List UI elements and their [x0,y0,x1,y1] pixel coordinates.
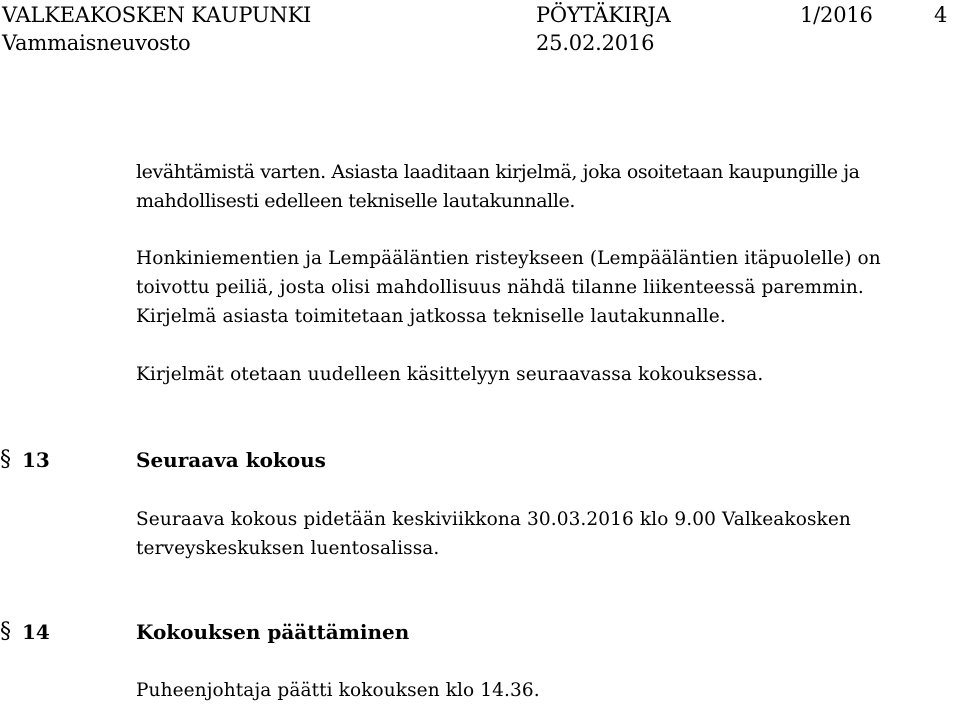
paragraph-line: Puheenjohtaja päätti kokouksen klo 14.36. [136,680,540,701]
paragraph-line: terveyskeskuksen luentosalissa. [136,538,440,559]
section-13-text [136,505,956,563]
paragraph-1 [136,158,956,216]
paragraph-2 [136,244,956,331]
section-number: 14 [22,620,50,644]
paragraph-line: mahdollisesti edelleen tekniselle lautakunnalle. [136,190,576,212]
header-date: 25.02.2016 [536,31,655,55]
section-13-heading [0,445,960,475]
paragraph-3 [136,360,956,389]
paragraph-line: Kirjelmät otetaan uudelleen käsittelyyn seuraavassa kokouksessa. [136,364,764,385]
section-number: 13 [22,448,50,472]
header-organization: VALKEAKOSKEN KAUPUNKI [2,3,312,27]
header-doc-type: PÖYTÄKIRJA [536,3,671,27]
section-symbol: § [0,447,11,472]
header-committee: Vammaisneuvosto [2,31,191,55]
section-title: Kokouksen päättäminen [136,620,410,644]
section-symbol: § [0,619,11,644]
paragraph-line: Honkiniementien ja Lempääläntien risteykseen (Lempääläntien itäpuolelle) on [136,248,881,269]
header-page-number: 4 [934,3,948,27]
section-14-heading [0,617,960,647]
paragraph-line: Kirjelmä asiasta toimitetaan jatkossa tekniselle lautakunnalle. [136,306,726,327]
header-issue: 1/2016 [800,3,873,27]
paragraph-line: Seuraava kokous pidetään keskiviikkona 30.03.2016 klo 9.00 Valkeakosken [136,509,851,530]
paragraph-line: levähtämistä varten. Asiasta laaditaan kirjelmä, joka osoitetaan kaupungille ja [136,161,860,183]
section-14-text [136,676,956,705]
section-title: Seuraava kokous [136,448,326,472]
paragraph-line: toivottu peiliä, josta olisi mahdollisuus nähdä tilanne liikenteessä paremmin. [136,277,864,298]
